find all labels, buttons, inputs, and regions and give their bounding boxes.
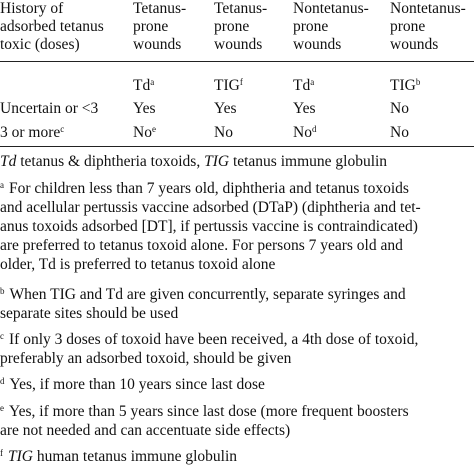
row-label: [0, 100, 98, 118]
footnote-line: Yes, if more than 5 years since last dose (more frequent boosters: [9, 403, 409, 420]
header-line: Tetanus-: [214, 0, 268, 17]
table-cell: [390, 100, 409, 118]
footnote-mark: d: [0, 376, 5, 386]
table-cell: [133, 124, 156, 142]
abbrev-tig: TIG: [204, 153, 230, 170]
header-nontetanus-prone-1: [293, 0, 369, 54]
subheader-tig-1: [214, 77, 243, 95]
footnote-line: If only 3 doses of toxoid have been received, a 4th dose of toxoid,: [9, 331, 419, 348]
subheader-td-2: [293, 77, 314, 95]
cell-text: Td: [133, 77, 151, 94]
footnote-mark: f: [0, 448, 3, 458]
footnote-line: are not needed and can accentuate side effects): [0, 422, 291, 439]
cell-text: No: [293, 124, 312, 141]
cell-sup: e: [151, 124, 156, 134]
table-cell: [390, 124, 409, 142]
footnote-line: When TIG and Td are given concurrently, separate syringes and: [9, 286, 406, 303]
header-line: Nontetanus-: [293, 0, 369, 17]
cell-text: Uncertain or <3: [0, 100, 99, 117]
footnote-line: human tetanus immune globulin: [32, 448, 238, 465]
row-label: [0, 124, 64, 142]
cell-text: No: [390, 100, 409, 117]
header-line: History of: [0, 0, 64, 17]
header-line: wounds: [214, 36, 263, 53]
cell-sup: b: [415, 77, 421, 87]
cell-text: 3 or more: [0, 124, 61, 141]
footnote-line: are preferred to tetanus toxoid alone. For persons 7 years old and: [0, 237, 403, 254]
header-line: prone: [293, 18, 329, 35]
header-line: prone: [390, 18, 426, 35]
cell-text: Td: [293, 77, 311, 94]
table-cell: [293, 124, 316, 142]
cell-sup: a: [150, 77, 155, 87]
table-cell: [293, 100, 316, 118]
cell-text: Yes: [293, 100, 316, 117]
cell-text: No: [390, 124, 409, 141]
footnote-line: separate sites should be used: [0, 305, 179, 322]
cell-text: Yes: [214, 100, 237, 117]
header-line: prone: [214, 18, 250, 35]
abbreviations: [0, 153, 387, 171]
subheader-tig-2: [390, 77, 420, 95]
header-line: wounds: [390, 36, 439, 53]
footnote-line: For children less than 7 years old, diphtheria and tetanus toxoids: [9, 180, 409, 197]
footnote-line: and acellular pertussis vaccine adsorbed (DTaP) (diphtheria and tet-: [0, 199, 421, 216]
footnote-line: preferably an adsorbed toxoid, should be given: [0, 350, 292, 367]
footnote-mark: c: [0, 331, 4, 341]
header-line: Tetanus-: [133, 0, 187, 17]
cell-sup: c: [60, 124, 65, 134]
cell-text: No: [214, 124, 233, 141]
table-cell: [214, 124, 233, 142]
subheader-td-1: [133, 77, 154, 95]
abbrev-tig-text: tetanus immune globulin: [229, 153, 388, 170]
cell-text: TIG: [390, 77, 416, 94]
abbrev-td-text: tetanus & diphtheria toxoids,: [16, 153, 205, 170]
header-line: adsorbed tetanus: [0, 18, 104, 35]
table-cell: [214, 100, 237, 118]
table-bottom-rule: [0, 146, 474, 147]
cell-sup: a: [310, 77, 315, 87]
footnote-abbrev-tig: TIG: [8, 448, 33, 465]
cell-text: No: [133, 124, 152, 141]
header-nontetanus-prone-2: [390, 0, 466, 54]
abbrev-td: Td: [0, 153, 17, 170]
header-line: wounds: [293, 36, 342, 53]
cell-sup: d: [311, 124, 317, 134]
footnote-line: older, Td is preferred to tetanus toxoid alone: [0, 256, 276, 273]
header-line: toxic (doses): [0, 36, 80, 53]
header-tetanus-prone-2: [214, 0, 267, 54]
footnote-line: anus toxoids adsorbed [DT], if pertussis vaccine is contraindicated): [0, 218, 418, 235]
header-tetanus-prone-1: [133, 0, 186, 54]
cell-text: Yes: [133, 100, 156, 117]
cell-sup: f: [239, 77, 243, 87]
footnote-line: Yes, if more than 10 years since last dose: [9, 376, 265, 393]
header-rule: [0, 61, 474, 62]
header-line: prone: [133, 18, 169, 35]
footnote-mark: a: [0, 180, 4, 190]
footnote-mark: b: [0, 286, 5, 296]
table-cell: [133, 100, 156, 118]
header-line: wounds: [133, 36, 182, 53]
header-line: Nontetanus-: [390, 0, 466, 17]
cell-text: TIG: [214, 77, 240, 94]
footnote-mark: e: [0, 403, 4, 413]
header-history: [0, 0, 104, 54]
